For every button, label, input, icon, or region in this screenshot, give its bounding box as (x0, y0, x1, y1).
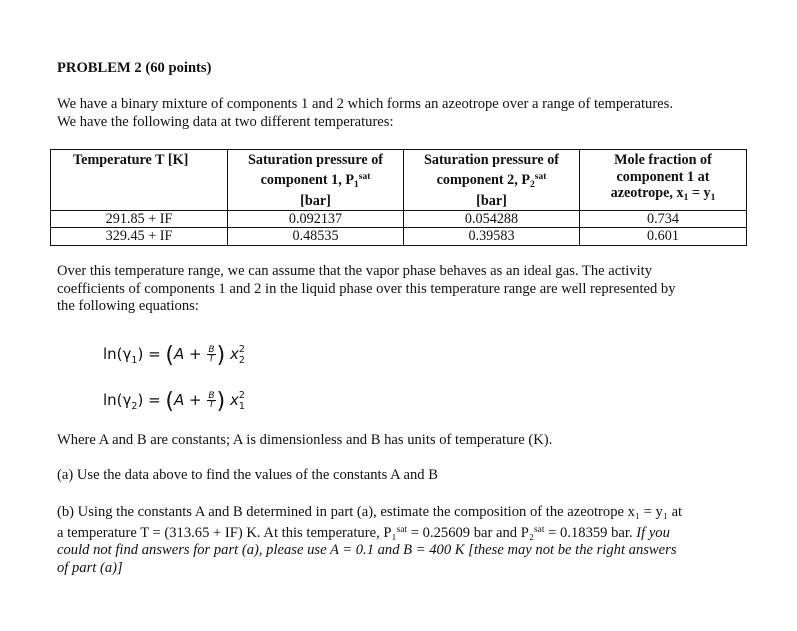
problem-title: PROBLEM 2 (60 points) (57, 60, 212, 76)
cell-psat1: 0.092137 (228, 210, 404, 228)
table-header-row (51, 150, 747, 211)
part-a: (a) Use the data above to find the values of the constants A and B (57, 467, 438, 483)
data-table (50, 149, 747, 246)
table-row (51, 210, 747, 228)
cell-psat2: 0.39583 (404, 228, 580, 246)
cell-x1: 0.734 (580, 210, 747, 228)
cell-psat2: 0.054288 (404, 210, 580, 228)
header-mole-fraction: Mole fraction of component 1 at azeotrope, $x_1 = y_1$ (580, 150, 747, 211)
intro-line-2: We have the following data at two different temperatures: (57, 113, 394, 130)
model-paragraph: Over this temperature range, we can assume that the vapor phase behaves as an ideal gas. The activity coefficients of components 1 and 2 in the liquid phase over this temperature range are well represented by the following equations: (57, 263, 676, 315)
header-psat2: Saturation pressure of component 2, $P_2^{sat}$ [bar] (404, 150, 580, 211)
cell-x1: 0.601 (580, 228, 747, 246)
header-temperature: Temperature T [K] (51, 150, 228, 211)
header-psat1: Saturation pressure of component 1, $P_1^{sat}$ [bar] (228, 150, 404, 211)
equation-gamma2: $\ln(\gamma_2) = (A$ + $\frac{B}{T}$ ) $x_1^2$ (103, 389, 245, 414)
intro-line-1: We have a binary mixture of components 1 and 2 which forms an azeotrope over a range of temperatures. (57, 96, 673, 112)
table-row (51, 228, 747, 246)
cell-temperature: 291.85 + IF (51, 210, 228, 228)
intro-paragraph (57, 96, 747, 131)
cell-psat1: 0.48535 (228, 228, 404, 246)
part-b: (b) Using the constants A and B determined in part (a), estimate the composition of the azeotrope x₁ = y₁ at a temperature T = (313.65 + IF) K. At this temperature, P₁$^{sat}$ = 0.25609 bar and P₂$^{sat}$ = 0.18359 bar. If you could not find answers for part (a), please use A = 0.1 and B = 400 K [these may not be the right answers of part (a)] (57, 504, 683, 576)
equation-gamma1: $\ln(\gamma_1) = (A$ + $\frac{B}{T}$ ) $x_2^2$ (103, 343, 245, 368)
constants-note: Where A and B are constants; A is dimensionless and B has units of temperature (K). (57, 432, 553, 448)
cell-temperature: 329.45 + IF (51, 228, 228, 246)
